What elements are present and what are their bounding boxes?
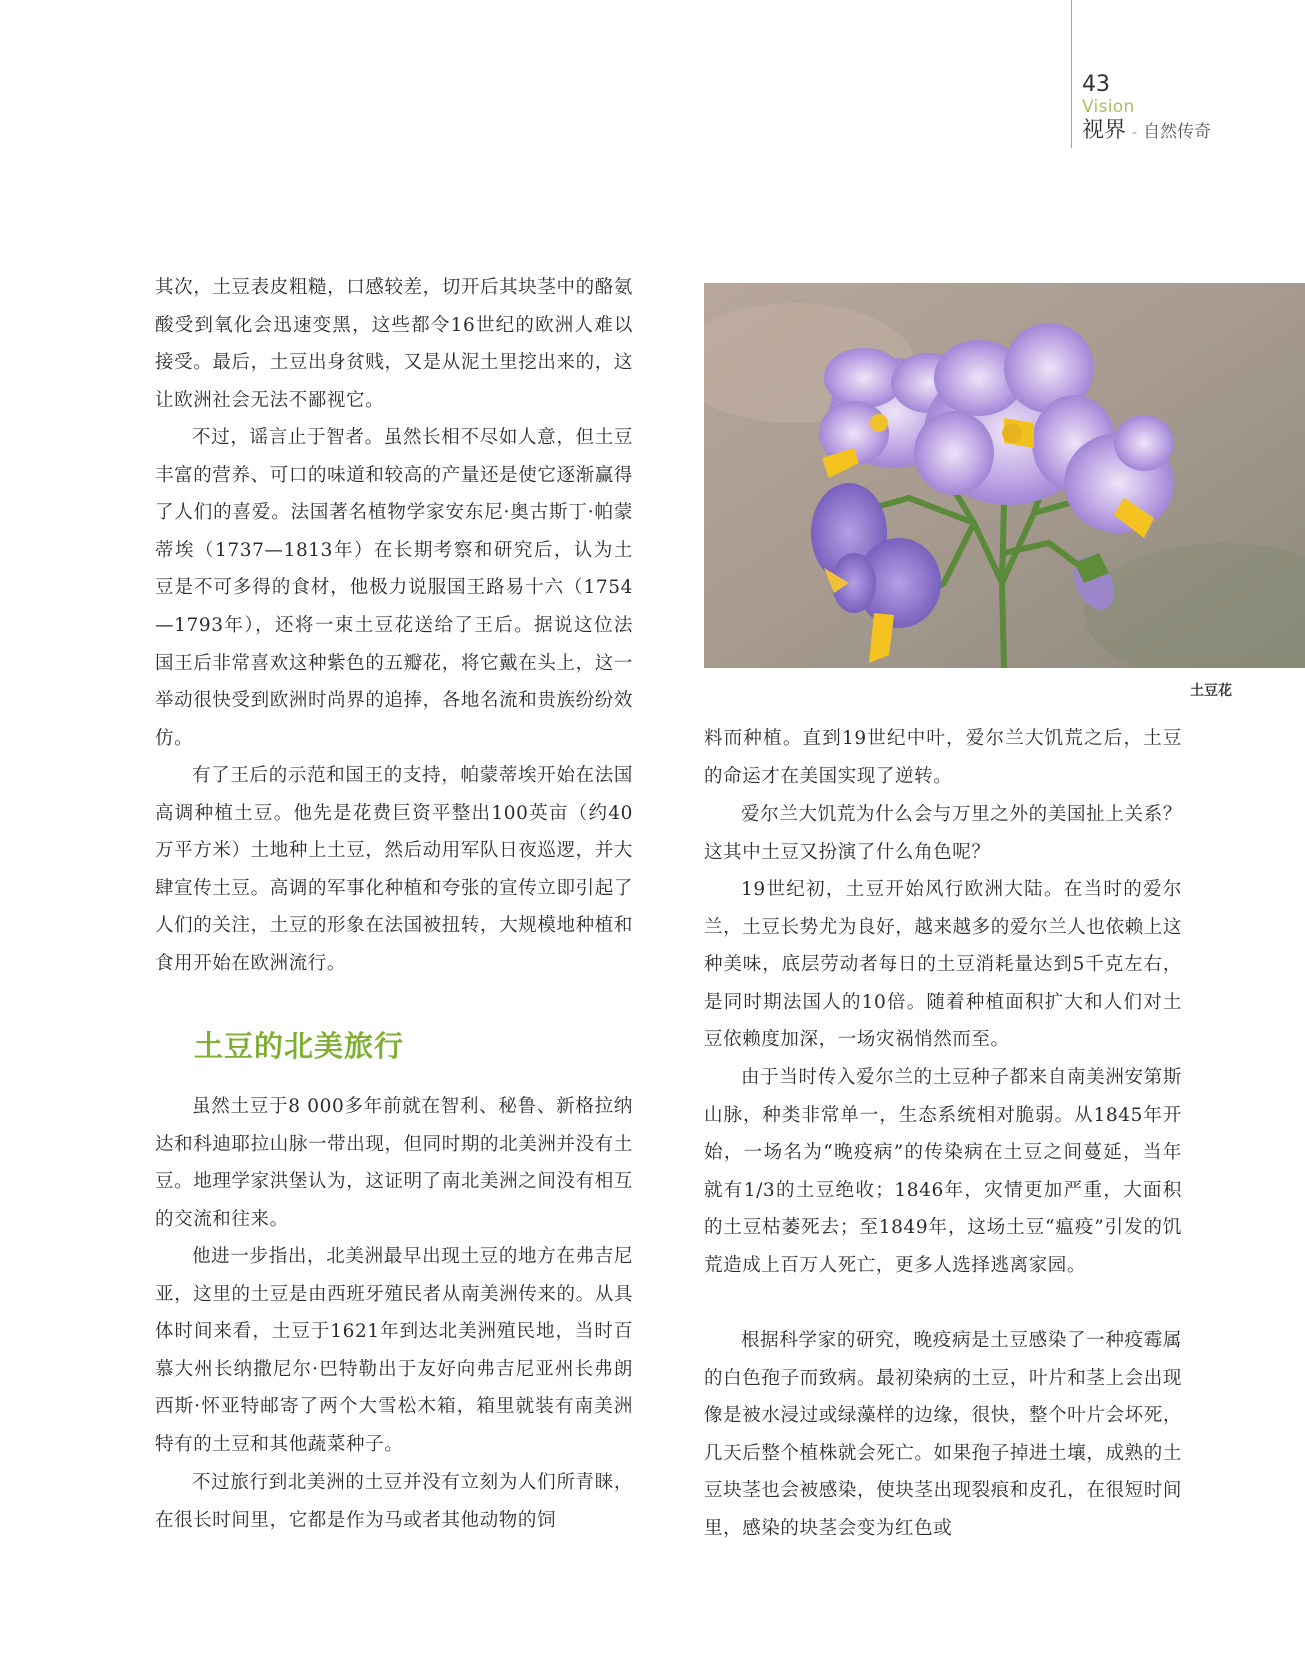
paragraph-right-3: 19世纪初，土豆开始风行欧洲大陆。在当时的爱尔兰，土豆长势尤为良好，越来越多的爱尔兰人也依赖上这种美味，底层劳动者每日的土豆消耗量达到5千克左右，是同时期法国人的10倍。随着种植面积扩大和人们对土豆依赖度加深，一场灾祸悄然而至。 bbox=[704, 879, 1182, 1051]
section-heading: 土豆的北美旅行 bbox=[194, 1029, 405, 1063]
paragraph-right-2: 爱尔兰大饥荒为什么会与万里之外的美国扯上关系？这其中土豆又扮演了什么角色呢？ bbox=[704, 804, 1182, 863]
section-separator: - bbox=[1132, 125, 1138, 141]
page-header bbox=[1082, 72, 1211, 146]
paragraph-left-1: 其次，土豆表皮粗糙，口感较差，切开后其块茎中的酪氨酸受到氧化会迅速变黑，这些都令16世纪的欧洲人难以接受。最后，土豆出身贫贱，又是从泥土里挖出来的，这让欧洲社会无法不鄙视它。 bbox=[155, 277, 633, 411]
potato-flower-photo bbox=[704, 283, 1305, 668]
photo-caption: 土豆花 bbox=[1190, 683, 1232, 699]
section-name: 视界 bbox=[1082, 118, 1127, 143]
magazine-section-label: Vision bbox=[1082, 97, 1135, 117]
paragraph-left-5: 他进一步指出，北美洲最早出现土豆的地方在弗吉尼亚，这里的土豆是由西班牙殖民者从南美洲传来的。从具体时间来看，土豆于1621年到达北美洲殖民地，当时百慕大州长纳撒尼尔·巴特勒出于友好向弗吉尼亚州长弗朗西斯·怀亚特邮寄了两个大雪松木箱，箱里就装有南美洲特有的土豆和其他蔬菜种子。 bbox=[155, 1246, 633, 1455]
paragraph-left-4: 虽然土豆于8 000多年前就在智利、秘鲁、新格拉纳达和科迪耶拉山脉一带出现，但同时期的北美洲并没有土豆。地理学家洪堡认为，这证明了南北美洲之间没有相互的交流和往来。 bbox=[155, 1096, 633, 1230]
paragraph-left-2: 不过，谣言止于智者。虽然长相不尽如人意，但土豆丰富的营养、可口的味道和较高的产量还是使它逐渐赢得了人们的喜爱。法国著名植物学家安东尼·奥古斯丁·帕蒙蒂埃（1737—1813年）在长期考察和研究后，认为土豆是不可多得的食材，他极力说服国王路易十六（1754—1793年），还将一束土豆花送给了王后。据说这位法国王后非常喜欢这种紫色的五瓣花，将它戴在头上，这一举动很快受到欧洲时尚界的追捧，各地名流和贵族纷纷效仿。 bbox=[155, 427, 633, 749]
paragraph-left-3: 有了王后的示范和国王的支持，帕蒙蒂埃开始在法国高调种植土豆。他先是花费巨资平整出100英亩（约40万平方米）土地种上土豆，然后动用军队日夜巡逻，并大肆宣传土豆。高调的军事化种植和夸张的宣传立即引起了人们的关注，土豆的形象在法国被扭转，大规模地种植和食用开始在欧洲流行。 bbox=[155, 765, 633, 974]
paragraph-right-1: 料而种植。直到19世纪中叶，爱尔兰大饥荒之后，土豆的命运才在美国实现了逆转。 bbox=[704, 728, 1182, 787]
page-number: 43 bbox=[1082, 72, 1110, 97]
paragraph-right-5: 根据科学家的研究，晚疫病是土豆感染了一种疫霉属的白色孢子而致病。最初染病的土豆，叶片和茎上会出现像是被水浸过或绿藻样的边缘，很快，整个叶片会坏死，几天后整个植株就会死亡。如果孢子掉进土壤，成熟的土豆块茎也会被感染，使块茎出现裂痕和皮孔，在很短时间里，感染的块茎会变为红色或 bbox=[704, 1330, 1182, 1539]
paragraph-left-6: 不过旅行到北美洲的土豆并没有立刻为人们所青睐，在很长时间里，它都是作为马或者其他动物的饲 bbox=[155, 1472, 633, 1531]
header-divider-line bbox=[1071, 0, 1072, 148]
section-subtitle: 自然传奇 bbox=[1143, 122, 1212, 142]
section-title bbox=[1082, 118, 1211, 146]
paragraph-right-4: 由于当时传入爱尔兰的土豆种子都来自南美洲安第斯山脉，种类非常单一，生态系统相对脆弱。从1845年开始，一场名为“晚疫病”的传染病在土豆之间蔓延，当年就有1/3的土豆绝收；1846年，灾情更加严重，大面积的土豆枯萎死去；至1849年，这场土豆“瘟疫”引发的饥荒造成上百万人死亡，更多人选择逃离家园。 bbox=[704, 1067, 1182, 1276]
